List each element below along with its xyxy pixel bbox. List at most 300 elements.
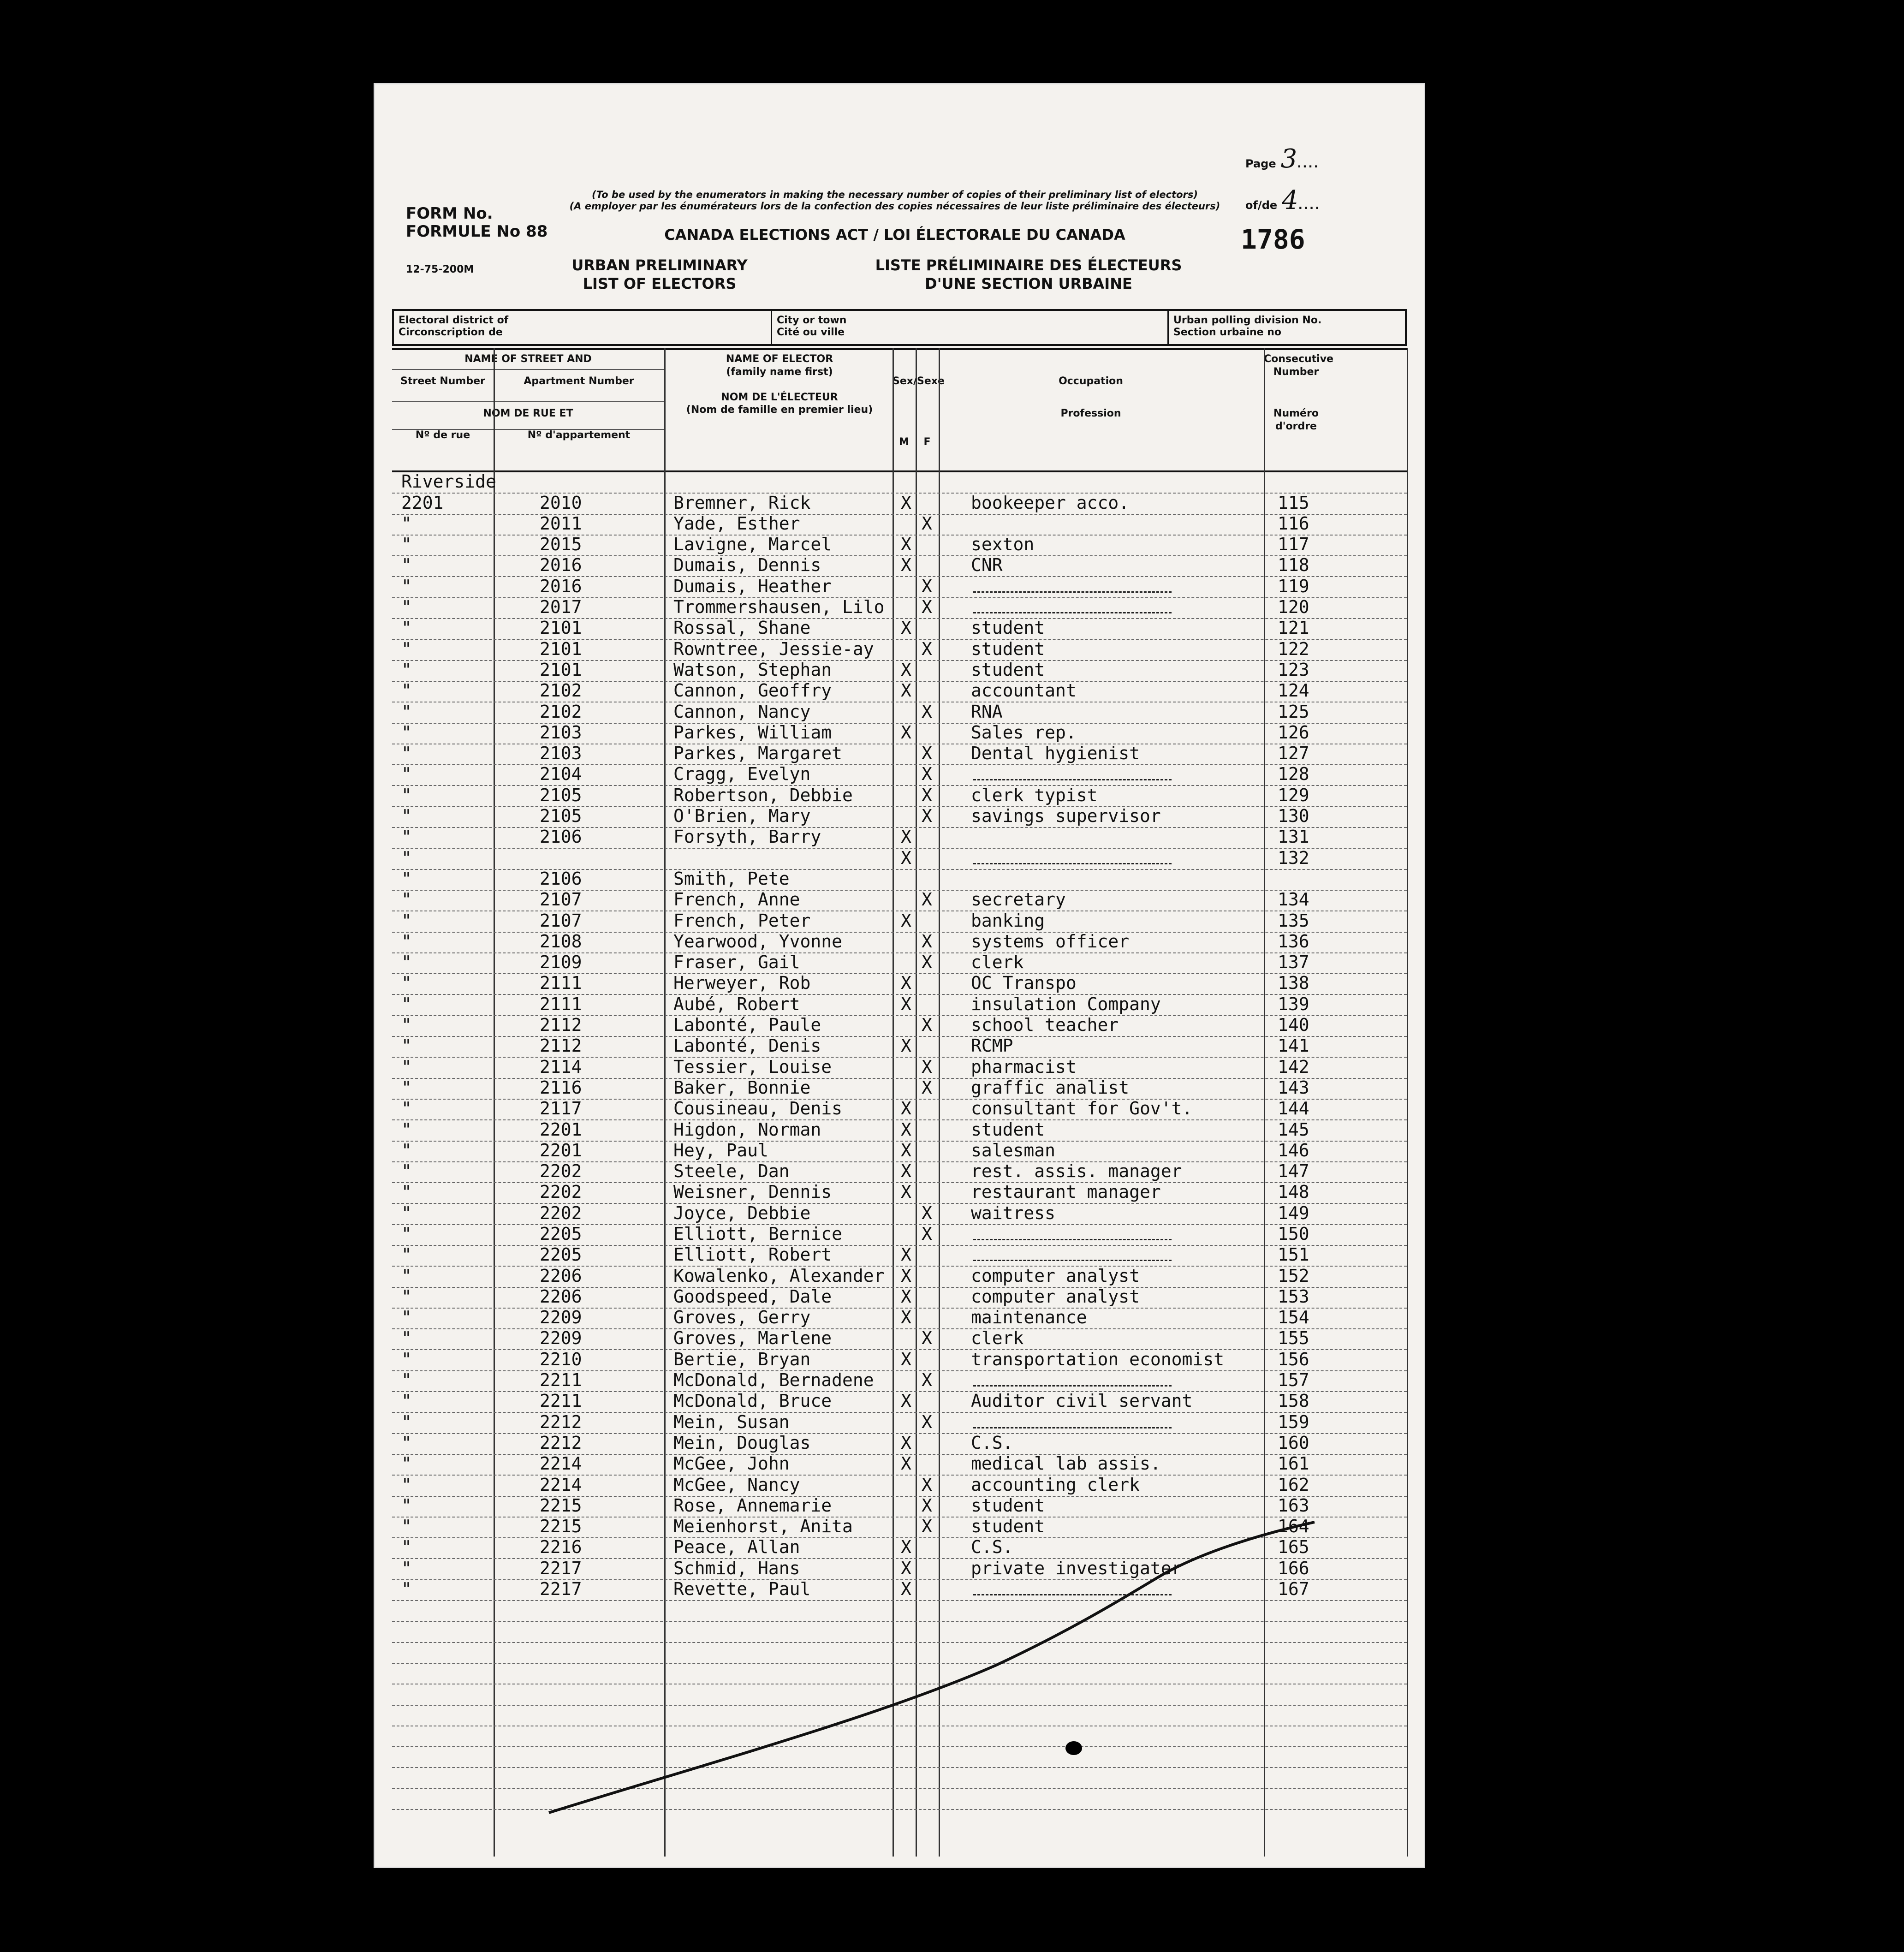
street-number-header: Street Number [400, 375, 485, 387]
apartment-number-cell: 2106 [540, 827, 582, 847]
consecutive-number-cell: 145 [1278, 1119, 1309, 1140]
consecutive-number-cell: 142 [1278, 1056, 1309, 1077]
consecutive-number-cell: 139 [1278, 994, 1309, 1014]
electoral-district-field: Electoral district of Circonscription de [394, 311, 772, 344]
consecutive-number-cell: 157 [1278, 1370, 1309, 1391]
elector-name-cell: Bremner, Rick [673, 492, 811, 513]
female-header: F [923, 436, 931, 448]
apartment-number-cell: 2107 [540, 910, 582, 931]
street-number-cell: " [401, 1328, 412, 1349]
sex-female-cell: X [922, 576, 932, 596]
sex-female-cell: X [922, 638, 932, 659]
sex-male-cell: X [901, 618, 911, 638]
elector-name-cell: Lavigne, Marcel [673, 534, 832, 555]
consecutive-number-cell: 144 [1278, 1098, 1309, 1119]
elector-name-cell: Trommershausen, Lilo [673, 597, 885, 618]
elector-name-cell: Parkes, Margaret [673, 743, 843, 764]
page-label: Page [1245, 157, 1276, 170]
street-number-cell: " [401, 868, 412, 889]
elector-name-cell: Groves, Gerry [673, 1307, 811, 1328]
occupation-cell: school teacher [971, 1015, 1119, 1036]
occupation-cell: student [971, 1516, 1045, 1537]
consecutive-number-cell: 156 [1278, 1349, 1309, 1369]
elector-name-cell: Higdon, Norman [673, 1119, 821, 1140]
sex-male-cell: X [901, 1161, 911, 1182]
apartment-number-cell: 2201 [540, 1140, 582, 1160]
apartment-number-cell: 2215 [540, 1516, 582, 1537]
sex-male-cell: X [901, 1098, 911, 1119]
occupation-cell: student [971, 638, 1045, 659]
sex-male-cell: X [901, 680, 911, 701]
street-number-cell: " [401, 1537, 412, 1558]
sex-female-cell: X [922, 785, 932, 805]
street-number-cell: " [401, 1558, 412, 1578]
sex-male-cell: X [901, 534, 911, 555]
elector-name-cell: O'Brien, Mary [673, 806, 811, 827]
street-number-cell: " [401, 1370, 412, 1391]
sex-male-cell: X [901, 910, 911, 931]
consecutive-number-cell: 124 [1278, 680, 1309, 701]
occupation-cell: secretary [971, 889, 1066, 910]
consecutive-number-cell: 162 [1278, 1474, 1309, 1495]
street-number-cell: " [401, 1140, 412, 1160]
sex-female-cell: X [922, 1056, 932, 1077]
occupation-cell: clerk typist [971, 785, 1098, 805]
sex-female-cell: X [922, 1223, 932, 1244]
elector-name-cell: Herweyer, Rob [673, 973, 811, 994]
apartment-number-cell: 2217 [540, 1579, 582, 1600]
elector-name-cell: Peace, Allan [673, 1537, 800, 1558]
apartment-number-cell: 2114 [540, 1056, 582, 1077]
street-number-cell: " [401, 994, 412, 1014]
page-indicator: Page 3.... of/de 4.... [1245, 144, 1321, 215]
consecutive-number-cell: 161 [1278, 1453, 1309, 1474]
occupation-cell: systems officer [971, 931, 1130, 952]
occupation-cell: sexton [971, 534, 1035, 555]
elector-name-cell: Schmid, Hans [673, 1558, 800, 1578]
consecutive-number-cell: 150 [1278, 1223, 1309, 1244]
profession-header: Profession [1060, 408, 1121, 419]
occupation-cell: insulation Company [971, 994, 1161, 1014]
consecutive-number-cell: 121 [1278, 618, 1309, 638]
elector-name-cell: Forsyth, Barry [673, 827, 821, 847]
elector-name-cell: Mein, Susan [673, 1411, 790, 1432]
consecutive-number-cell: 154 [1278, 1307, 1309, 1328]
apartment-number-cell: 2116 [540, 1077, 582, 1098]
consecutive-number-cell: 140 [1278, 1015, 1309, 1036]
consecutive-number-cell: 137 [1278, 952, 1309, 973]
consecutive-number-cell: 163 [1278, 1495, 1309, 1516]
street-number-cell: " [401, 847, 412, 868]
consecutive-number-cell: 132 [1278, 847, 1309, 868]
consecutive-number-cell: 120 [1278, 597, 1309, 618]
street-number-cell: " [401, 513, 412, 534]
sex-male-cell: X [901, 1265, 911, 1286]
apartment-number-cell: 2109 [540, 952, 582, 973]
consecutive-number-cell: 131 [1278, 827, 1309, 847]
elector-name-cell: Kowalenko, Alexander [673, 1265, 885, 1286]
occupation-cell: student [971, 659, 1045, 680]
apartment-number-cell: 2205 [540, 1244, 582, 1265]
street-number-cell: " [401, 1579, 412, 1600]
street-header: NAME OF STREET AND [464, 353, 592, 365]
street-number-cell: " [401, 701, 412, 722]
sheet-number: 1786 [1241, 224, 1305, 255]
sex-female-cell: X [922, 806, 932, 827]
apartment-number-cell: 2111 [540, 973, 582, 994]
rue-header: NOM DE RUE ET [483, 408, 573, 419]
street-number-cell: " [401, 806, 412, 827]
street-number-cell: " [401, 1098, 412, 1119]
occupation-cell: CNR [971, 555, 1003, 576]
occupation-cell: accounting clerk [971, 1474, 1140, 1495]
street-number-cell: " [401, 1516, 412, 1537]
elector-name-cell: Bertie, Bryan [673, 1349, 811, 1369]
apartment-number-cell: 2201 [540, 1119, 582, 1140]
sex-female-cell: X [922, 1495, 932, 1516]
print-code: 12-75-200M [406, 264, 474, 276]
occupation-cell: restaurant manager [971, 1182, 1161, 1202]
instructions-fr: (A employer par les énumérateurs lors de la confection des copies nécessaires de leur liste préliminaire des électeurs) [569, 201, 1220, 212]
street-heading: Riverside [401, 471, 496, 492]
elector-name-cell: Tessier, Louise [673, 1056, 832, 1077]
sex-male-cell: X [901, 1432, 911, 1453]
electors-list-sheet [374, 83, 1425, 1868]
consecutive-number-cell: 129 [1278, 785, 1309, 805]
consecutive-number-cell: 165 [1278, 1537, 1309, 1558]
street-number-cell: " [401, 597, 412, 618]
sex-female-cell: X [922, 597, 932, 618]
street-number-cell: " [401, 1015, 412, 1036]
consecutive-number-cell: 130 [1278, 806, 1309, 827]
apartment-number-cell: 2202 [540, 1202, 582, 1223]
consecutive-number-cell: 160 [1278, 1432, 1309, 1453]
street-number-cell: " [401, 555, 412, 576]
street-number-cell: " [401, 1307, 412, 1328]
elector-name-cell: Baker, Bonnie [673, 1077, 811, 1098]
elector-name-cell: Cannon, Geoffry [673, 680, 832, 701]
apartment-number-cell: 2105 [540, 806, 582, 827]
street-number-cell: " [401, 534, 412, 555]
apartment-number-cell: 2209 [540, 1307, 582, 1328]
sex-male-cell: X [901, 1140, 911, 1160]
consecutive-number-cell: 155 [1278, 1328, 1309, 1349]
elector-name-cell: Yade, Esther [673, 513, 800, 534]
sex-male-cell: X [901, 847, 911, 868]
consecutive-header: Consecutive Number [1264, 353, 1333, 378]
sex-male-cell: X [901, 1182, 911, 1202]
sex-female-cell: X [922, 1516, 932, 1537]
polling-division-field: Urban polling division No. Section urbaine no [1173, 315, 1322, 339]
consecutive-number-cell: 125 [1278, 701, 1309, 722]
consecutive-number-cell: 149 [1278, 1202, 1309, 1223]
apartment-number-cell: 2202 [540, 1182, 582, 1202]
sex-header: Sex/Sexe [892, 375, 945, 387]
consecutive-number-cell: 158 [1278, 1391, 1309, 1411]
sex-male-cell: X [901, 1537, 911, 1558]
apartment-number-cell: 2214 [540, 1474, 582, 1495]
consecutive-number-cell: 128 [1278, 764, 1309, 785]
elector-name-cell: Meienhorst, Anita [673, 1516, 853, 1537]
apartment-number-cell: 2206 [540, 1286, 582, 1307]
sex-female-cell: X [922, 513, 932, 534]
apartment-number-cell: 2104 [540, 764, 582, 785]
street-number-cell: " [401, 785, 412, 805]
sex-male-cell: X [901, 1036, 911, 1056]
elector-name-cell: Rose, Annemarie [673, 1495, 832, 1516]
consecutive-number-cell: 151 [1278, 1244, 1309, 1265]
sex-female-cell: X [922, 764, 932, 785]
occupation-cell: savings supervisor [971, 806, 1161, 827]
apartment-number-cell: 2102 [540, 680, 582, 701]
sex-male-cell: X [901, 1244, 911, 1265]
apartment-number-cell: 2112 [540, 1036, 582, 1056]
apartment-number-cell: 2107 [540, 889, 582, 910]
occupation-cell: private investigater [971, 1558, 1182, 1578]
occupation-cell: bookeeper acco. [971, 492, 1130, 513]
apartment-number-cell: 2101 [540, 638, 582, 659]
elector-name-cell: Goodspeed, Dale [673, 1286, 832, 1307]
consecutive-number-cell: 164 [1278, 1516, 1309, 1537]
elector-name-cell: French, Peter [673, 910, 811, 931]
street-number-cell: " [401, 743, 412, 764]
consecutive-number-cell: 159 [1278, 1411, 1309, 1432]
street-number-cell: " [401, 1432, 412, 1453]
consecutive-number-cell: 115 [1278, 492, 1309, 513]
consecutive-number-cell: 126 [1278, 722, 1309, 743]
elector-name-cell: Joyce, Debbie [673, 1202, 811, 1223]
elector-name-cell: McDonald, Bruce [673, 1391, 832, 1411]
form-number-label: FORM No. FORMULE No 88 [406, 204, 548, 241]
apartment-number-cell: 2010 [540, 492, 582, 513]
occupation-cell: banking [971, 910, 1045, 931]
title-french: LISTE PRÉLIMINAIRE DES ÉLECTEURS D'UNE SECTION URBAINE [875, 256, 1182, 292]
street-number-cell: " [401, 576, 412, 596]
page-value: 3 [1280, 144, 1297, 174]
city-field: City or town Cité ou ville [772, 311, 1169, 344]
consecutive-number-cell: 118 [1278, 555, 1309, 576]
apartment-number-cell: 2111 [540, 994, 582, 1014]
occupation-cell: Dental hygienist [971, 743, 1140, 764]
apartment-number-cell: 2105 [540, 785, 582, 805]
elector-name-cell: Cragg, Evelyn [673, 764, 811, 785]
street-number-cell: " [401, 1265, 412, 1286]
occupation-cell: clerk [971, 1328, 1024, 1349]
street-number-cell: " [401, 1161, 412, 1182]
elector-name-cell: McDonald, Bernadene [673, 1370, 874, 1391]
consecutive-number-cell: 152 [1278, 1265, 1309, 1286]
elector-name-cell: Robertson, Debbie [673, 785, 853, 805]
consecutive-number-cell: 122 [1278, 638, 1309, 659]
apartment-number-cell: 2209 [540, 1328, 582, 1349]
apartment-number-cell: 2210 [540, 1349, 582, 1369]
apartment-number-cell: 2211 [540, 1391, 582, 1411]
occupation-cell: clerk [971, 952, 1024, 973]
consecutive-number-cell: 138 [1278, 973, 1309, 994]
elector-name-cell: Cannon, Nancy [673, 701, 811, 722]
instructions-en: (To be used by the enumerators in making the necessary number of copies of their preliminary list of electors) [592, 189, 1198, 200]
sex-female-cell: X [922, 1411, 932, 1432]
elector-name-cell: Weisner, Dennis [673, 1182, 832, 1202]
consecutive-number-cell: 135 [1278, 910, 1309, 931]
occupation-cell: transportation economist [971, 1349, 1225, 1369]
elector-name-cell: Rossal, Shane [673, 618, 811, 638]
sex-female-cell: X [922, 1202, 932, 1223]
ink-spot [1065, 1741, 1082, 1755]
occupation-cell: maintenance [971, 1307, 1087, 1328]
consecutive-number-cell: 146 [1278, 1140, 1309, 1160]
apartment-number-cell: 2101 [540, 659, 582, 680]
apartment-number-cell: 2205 [540, 1223, 582, 1244]
street-number-cell: " [401, 659, 412, 680]
elector-name-cell: Smith, Pete [673, 868, 790, 889]
elector-name-cell: Aubé, Robert [673, 994, 800, 1014]
apartment-number-cell: 2015 [540, 534, 582, 555]
numero-header: Numéro d'ordre [1273, 408, 1319, 432]
occupation-cell: C.S. [971, 1537, 1013, 1558]
street-number-cell: " [401, 1391, 412, 1411]
consecutive-number-cell: 127 [1278, 743, 1309, 764]
consecutive-number-cell: 123 [1278, 659, 1309, 680]
occupation-cell: RNA [971, 701, 1003, 722]
elector-name-cell: Labonté, Paule [673, 1015, 821, 1036]
street-number-cell: " [401, 1182, 412, 1202]
no-appartement-header: Nº d'appartement [527, 429, 631, 441]
occupation-cell: student [971, 1495, 1045, 1516]
street-number-cell: 2201 [401, 492, 444, 513]
consecutive-number-cell: 143 [1278, 1077, 1309, 1098]
street-number-cell: " [401, 910, 412, 931]
street-number-cell: " [401, 1349, 412, 1369]
sex-male-cell: X [901, 1558, 911, 1578]
street-number-cell: " [401, 931, 412, 952]
street-number-cell: " [401, 1474, 412, 1495]
no-rue-header: Nº de rue [415, 429, 470, 441]
sex-male-cell: X [901, 555, 911, 576]
occupation-cell: waitress [971, 1202, 1056, 1223]
elector-name-cell: McGee, Nancy [673, 1474, 800, 1495]
consecutive-number-cell: 117 [1278, 534, 1309, 555]
elector-name-cell: Dumais, Heather [673, 576, 832, 596]
name-header: NAME OF ELECTOR (family name first) NOM DE L'ÉLECTEUR (Nom de famille en premier lieu) [686, 353, 873, 416]
apartment-number-cell: 2212 [540, 1411, 582, 1432]
sex-female-cell: X [922, 1370, 932, 1391]
elector-name-cell: Elliott, Bernice [673, 1223, 843, 1244]
apartment-number-cell: 2112 [540, 1015, 582, 1036]
occupation-cell: medical lab assis. [971, 1453, 1161, 1474]
apartment-number-cell: 2011 [540, 513, 582, 534]
of-label: of/de [1245, 198, 1278, 212]
street-number-cell: " [401, 1119, 412, 1140]
apartment-number-cell: 2106 [540, 868, 582, 889]
apartment-number-cell: 2217 [540, 1558, 582, 1578]
apartment-number-cell: 2214 [540, 1453, 582, 1474]
apartment-number-cell: 2103 [540, 722, 582, 743]
consecutive-number-cell: 136 [1278, 931, 1309, 952]
elector-name-cell: Dumais, Dennis [673, 555, 821, 576]
occupation-cell: Sales rep. [971, 722, 1077, 743]
elector-name-cell: Cousineau, Denis [673, 1098, 843, 1119]
occupation-cell: C.S. [971, 1432, 1013, 1453]
cancellation-line [374, 83, 1425, 1868]
sex-female-cell: X [922, 889, 932, 910]
occupation-cell: student [971, 618, 1045, 638]
consecutive-number-cell: 167 [1278, 1579, 1309, 1600]
occupation-cell: RCMP [971, 1036, 1013, 1056]
sex-male-cell: X [901, 492, 911, 513]
elector-name-cell: Parkes, William [673, 722, 832, 743]
apartment-number-cell: 2206 [540, 1265, 582, 1286]
sex-female-cell: X [922, 1474, 932, 1495]
sex-male-cell: X [901, 973, 911, 994]
apartment-number-cell: 2117 [540, 1098, 582, 1119]
title-english: URBAN PRELIMINARY LIST OF ELECTORS [571, 256, 748, 292]
street-number-cell: " [401, 680, 412, 701]
apartment-number-cell: 2016 [540, 576, 582, 596]
occupation-cell: Auditor civil servant [971, 1391, 1193, 1411]
occupation-cell: computer analyst [971, 1286, 1140, 1307]
sex-female-cell: X [922, 931, 932, 952]
sex-male-cell: X [901, 1453, 911, 1474]
street-number-cell: " [401, 1286, 412, 1307]
consecutive-number-cell: 148 [1278, 1182, 1309, 1202]
street-number-cell: " [401, 1411, 412, 1432]
act-title: CANADA ELECTIONS ACT / LOI ÉLECTORALE DU CANADA [664, 226, 1125, 244]
elector-name-cell: Steele, Dan [673, 1161, 790, 1182]
elector-name-cell: French, Anne [673, 889, 800, 910]
sex-male-cell: X [901, 1307, 911, 1328]
occupation-cell: student [971, 1119, 1045, 1140]
sex-female-cell: X [922, 952, 932, 973]
street-number-cell: " [401, 952, 412, 973]
street-number-cell: " [401, 1077, 412, 1098]
elector-name-cell: McGee, John [673, 1453, 790, 1474]
street-number-cell: " [401, 1056, 412, 1077]
street-number-cell: " [401, 1223, 412, 1244]
street-number-cell: " [401, 722, 412, 743]
elector-name-cell: Groves, Marlene [673, 1328, 832, 1349]
of-value: 4 [1282, 185, 1298, 215]
apartment-number-cell: 2202 [540, 1161, 582, 1182]
elector-name-cell: Yearwood, Yvonne [673, 931, 843, 952]
sex-male-cell: X [901, 827, 911, 847]
sex-male-cell: X [901, 1286, 911, 1307]
apartment-number-cell: 2016 [540, 555, 582, 576]
apartment-number-cell: 2216 [540, 1537, 582, 1558]
occupation-cell: rest. assis. manager [971, 1161, 1182, 1182]
apartment-number-cell: 2211 [540, 1370, 582, 1391]
apartment-number-cell: 2101 [540, 618, 582, 638]
street-number-cell: " [401, 1244, 412, 1265]
apartment-number-cell: 2017 [540, 597, 582, 618]
street-number-cell: " [401, 827, 412, 847]
consecutive-number-cell: 134 [1278, 889, 1309, 910]
apartment-number-header: Apartment Number [524, 375, 634, 387]
sex-male-cell: X [901, 1391, 911, 1411]
apartment-number-cell: 2108 [540, 931, 582, 952]
occupation-cell: salesman [971, 1140, 1056, 1160]
street-number-cell: " [401, 1495, 412, 1516]
elector-name-cell: Revette, Paul [673, 1579, 811, 1600]
sex-male-cell: X [901, 1349, 911, 1369]
street-number-cell: " [401, 1202, 412, 1223]
occupation-cell: accountant [971, 680, 1077, 701]
consecutive-number-cell: 119 [1278, 576, 1309, 596]
sex-male-cell: X [901, 1119, 911, 1140]
cancellation-stroke [549, 1522, 1315, 1813]
street-number-cell: " [401, 764, 412, 785]
consecutive-number-cell: 116 [1278, 513, 1309, 534]
